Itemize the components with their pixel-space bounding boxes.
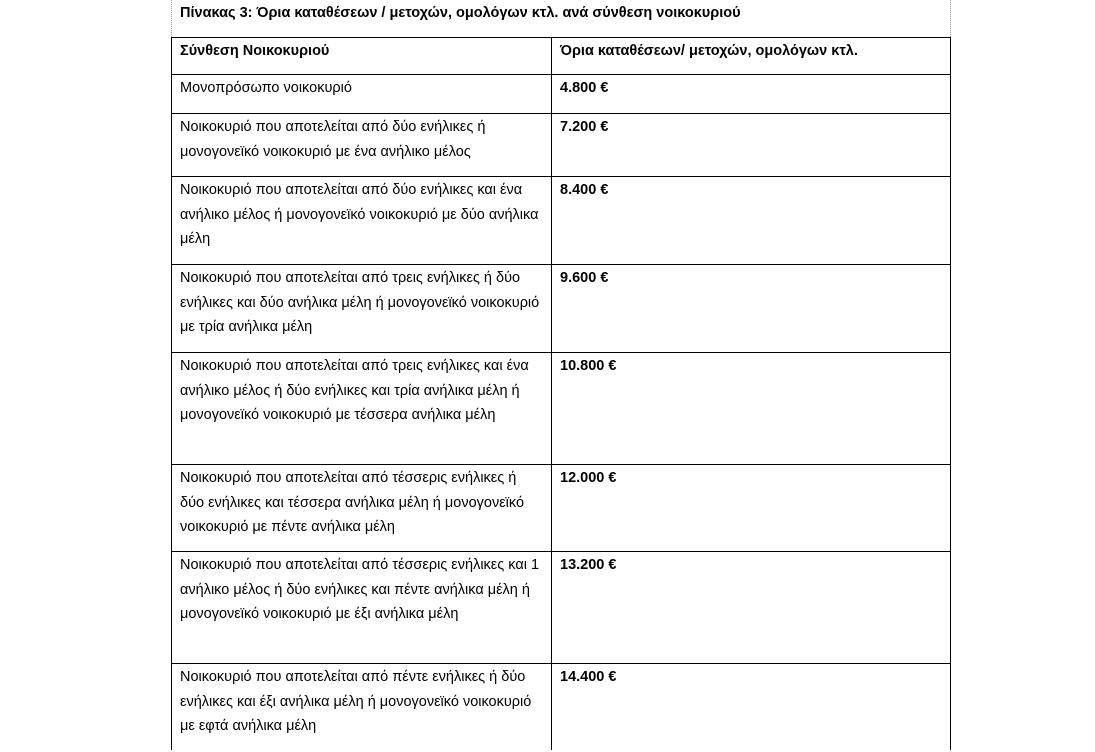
caption-row (172, 0, 951, 38)
limit-cell: 4.800 € (552, 75, 951, 114)
table-row (172, 552, 951, 664)
composition-cell: Νοικοκυριό που αποτελείται από πέντε ενήλικες ή δύο ενήλικες και έξι ανήλικα μέλη ή μονογονεϊκό νοικοκυριό με εφτά ανήλικα μέλη (172, 664, 552, 750)
composition-cell: Νοικοκυριό που αποτελείται από τέσσερις ενήλικες ή δύο ενήλικες και τέσσερα ανήλικα μέλη ή μονογονεϊκό νοικοκυριό με πέντε ανήλικα μέλη (172, 465, 552, 552)
limit-cell: 13.200 € (552, 552, 951, 664)
limits-table (171, 0, 951, 750)
limit-cell: 9.600 € (552, 265, 951, 353)
table-row (172, 177, 951, 265)
composition-cell: Νοικοκυριό που αποτελείται από τρεις ενήλικες και ένα ανήλικο μέλος ή δύο ενήλικες και τρία ανήλικα μέλη ή μονογονεϊκό νοικοκυριό με τέσσερα ανήλικα μέλη (172, 353, 552, 465)
composition-cell: Νοικοκυριό που αποτελείται από δύο ενήλικες και ένα ανήλικο μέλος ή μονογονεϊκό νοικοκυριό με δύο ανήλικα μέλη (172, 177, 552, 265)
table-row (172, 664, 951, 750)
composition-cell: Μονοπρόσωπο νοικοκυριό (172, 75, 552, 114)
header-composition: Σύνθεση Νοικοκυριού (172, 38, 552, 75)
limit-cell: 14.400 € (552, 664, 951, 750)
table-row (172, 465, 951, 552)
limit-cell: 12.000 € (552, 465, 951, 552)
composition-cell: Νοικοκυριό που αποτελείται από τέσσερις ενήλικες και 1 ανήλικο μέλος ή δύο ενήλικες και πέντε ανήλικα μέλη ή μονογονεϊκό νοικοκυριό με έξι ανήλικα μέλη (172, 552, 552, 664)
limit-cell: 8.400 € (552, 177, 951, 265)
limit-cell: 7.200 € (552, 114, 951, 177)
composition-cell: Νοικοκυριό που αποτελείται από δύο ενήλικες ή μονογονεϊκό νοικοκυριό με ένα ανήλικο μέλος (172, 114, 552, 177)
table-row (172, 265, 951, 353)
table-row (172, 353, 951, 465)
header-row (172, 38, 951, 75)
limit-cell: 10.800 € (552, 353, 951, 465)
header-limits: Όρια καταθέσεων/ μετοχών, ομολόγων κτλ. (552, 38, 951, 75)
composition-cell: Νοικοκυριό που αποτελείται από τρεις ενήλικες ή δύο ενήλικες και δύο ανήλικα μέλη ή μονογονεϊκό νοικοκυριό με τρία ανήλικα μέλη (172, 265, 552, 353)
table-row (172, 75, 951, 114)
table-row (172, 114, 951, 177)
table-caption: Πίνακας 3: Όρια καταθέσεων / μετοχών, ομολόγων κτλ. ανά σύνθεση νοικοκυριού (172, 0, 951, 38)
